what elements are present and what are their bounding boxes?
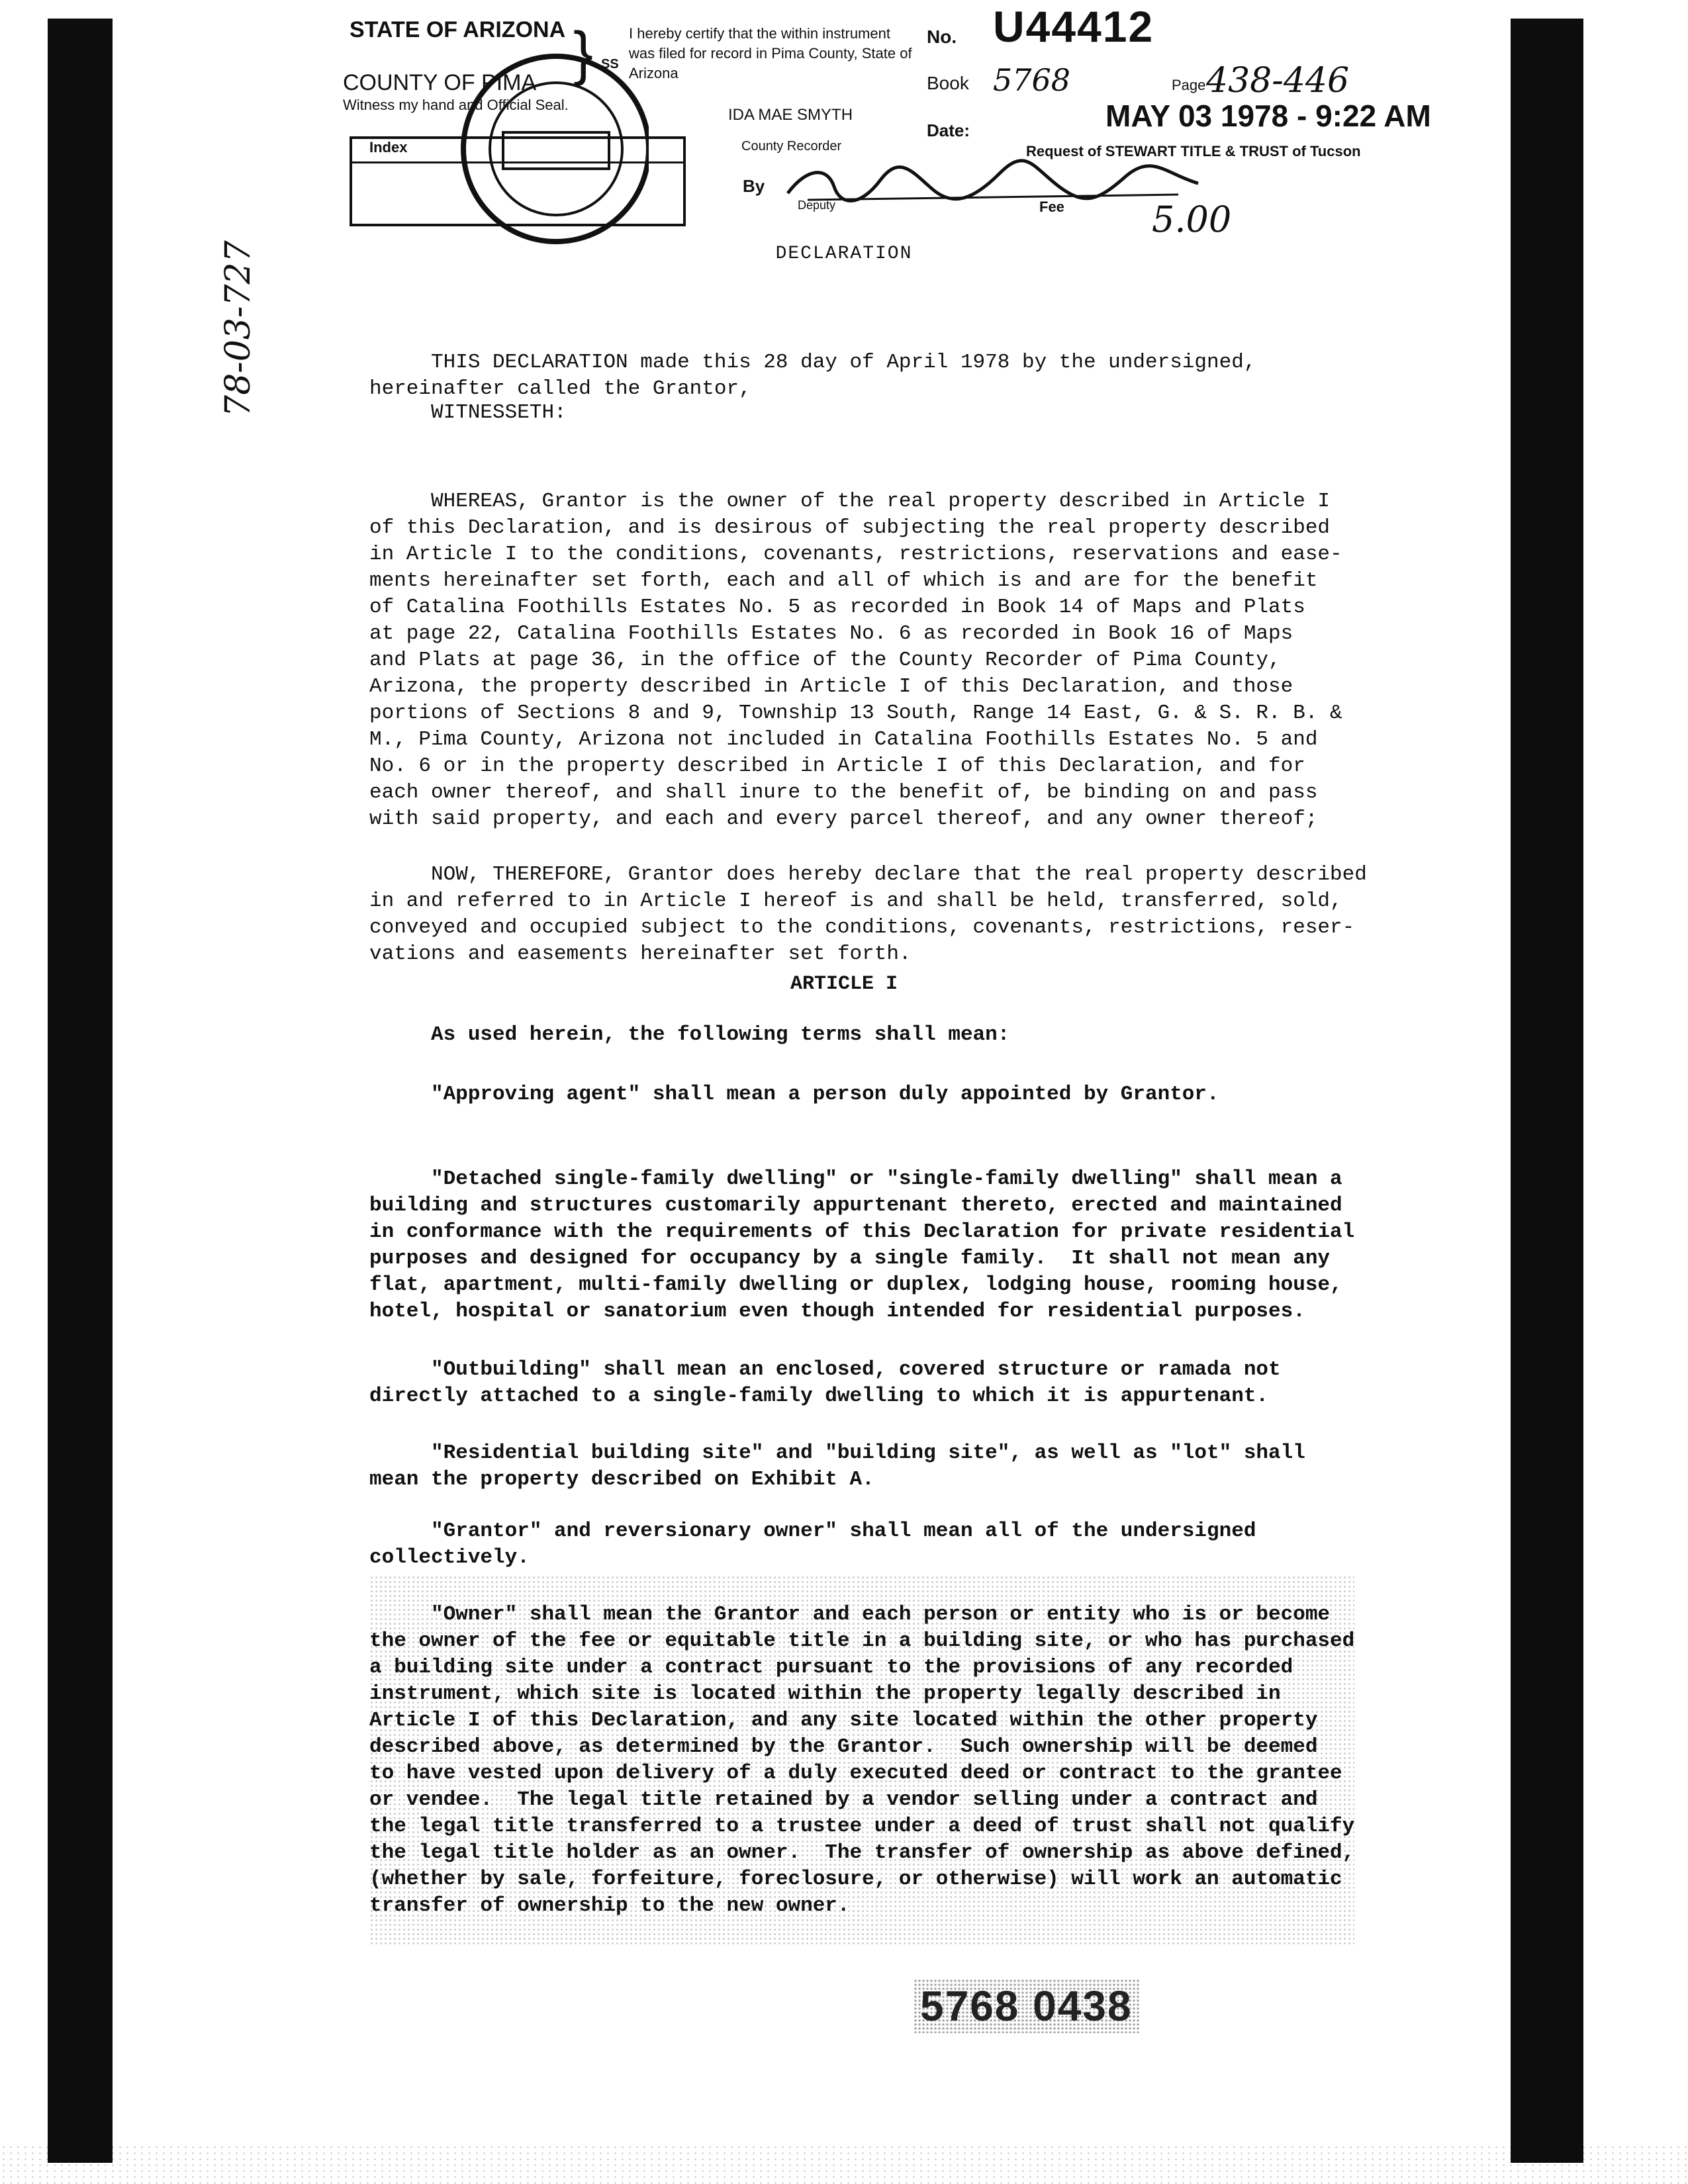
- text-line: the legal title holder as an owner. The transfer of ownership as above defined,: [369, 1841, 1355, 1864]
- text-line: in Article I to the conditions, covenants, restrictions, reservations and ease-: [369, 543, 1342, 566]
- text-line: described above, as determined by the Grantor. Such ownership will be deemed: [369, 1735, 1318, 1758]
- ss-label: SS: [601, 57, 619, 71]
- text-line: the owner of the fee or equitable title in a building site, or who has purchased: [369, 1629, 1355, 1653]
- book-value: 5768: [993, 62, 1071, 98]
- text-line: "Detached single-family dwelling" or "single-family dwelling" shall mean a: [369, 1167, 1342, 1191]
- book-label: Book: [927, 73, 969, 93]
- witness-line: Witness my hand and Official Seal.: [343, 97, 569, 113]
- scan-noise: [0, 2144, 1688, 2184]
- bracket-mark: }: [573, 21, 594, 87]
- text-line: flat, apartment, multi-family dwelling or duplex, lodging house, rooming house,: [369, 1273, 1342, 1297]
- now-therefore-paragraph: [369, 835, 1367, 994]
- fee-value: 5.00: [1152, 199, 1232, 240]
- text-line: conveyed and occupied subject to the conditions, covenants, restrictions, reser-: [369, 916, 1355, 939]
- text-line: WHEREAS, Grantor is the owner of the real property described in Article I: [369, 490, 1331, 513]
- witnesseth: WITNESSETH:: [369, 401, 567, 424]
- text-line: portions of Sections 8 and 9, Township 13 South, Range 14 East, G. & S. R. B. &: [369, 702, 1342, 725]
- page-label: Page: [1172, 77, 1206, 93]
- doc-number-label: No.: [927, 26, 957, 47]
- recorder-name: IDA MAE SMYTH: [728, 106, 853, 124]
- text-line: of this Declaration, and is desirous of subjecting the real property described: [369, 516, 1331, 539]
- text-line: instrument, which site is located within the property legally described in: [369, 1682, 1281, 1706]
- county-recorder-label: County Recorder: [741, 139, 842, 154]
- text-line: No. 6 or in the property described in Article I of this Declaration, and for: [369, 754, 1305, 778]
- text-line: vations and easements hereinafter set forth.: [369, 942, 912, 966]
- text-line: purposes and designed for occupancy by a single family. It shall not mean any: [369, 1247, 1331, 1270]
- state-label: STATE OF ARIZONA: [350, 17, 566, 42]
- text-line: hotel, hospital or sanatorium even though intended for residential purposes.: [369, 1300, 1305, 1323]
- text-line: Article I of this Declaration, and any site located within the other property: [369, 1709, 1318, 1732]
- doc-number: U44412: [993, 2, 1154, 51]
- county-seal-stamp: [457, 40, 649, 258]
- text-line: in and referred to in Article I hereof is and shall be held, transferred, sold,: [369, 889, 1342, 913]
- text-line: (whether by sale, forfeiture, foreclosure, or otherwise) will work an automatic: [369, 1868, 1342, 1891]
- by-label: By: [743, 176, 765, 196]
- deputy-label: Deputy: [798, 199, 836, 212]
- text-line: or vendee. The legal title retained by a vendor selling under a contract and: [369, 1788, 1318, 1811]
- text-line: with said property, and each and every parcel thereof, and any owner thereof;: [369, 807, 1318, 831]
- text-line: ments hereinafter set forth, each and all of which is and are for the benefit: [369, 569, 1318, 592]
- text-line: and Plats at page 36, in the office of the County Recorder of Pima County,: [369, 649, 1281, 672]
- text-line: to have vested upon delivery of a duly executed deed or contract to the grantee: [369, 1762, 1342, 1785]
- text-line: at page 22, Catalina Foothills Estates No. 6 as recorded in Book 16 of Maps: [369, 622, 1293, 645]
- text-line: mean the property described on Exhibit A.: [369, 1468, 874, 1491]
- text-line: Arizona, the property described in Article I of this Declaration, and those: [369, 675, 1293, 698]
- text-line: transfer of ownership to the new owner.: [369, 1894, 850, 1917]
- text-line: "Owner" shall mean the Grantor and each person or entity who is or become: [369, 1603, 1331, 1626]
- text-line: NOW, THEREFORE, Grantor does hereby declare that the real property described: [369, 863, 1367, 886]
- handwritten-side-note: 78-03-727: [218, 240, 258, 417]
- text-line: hereinafter called the Grantor,: [369, 377, 751, 400]
- detached-dwelling-definition: [369, 1140, 1354, 1351]
- definitions-intro: As used herein, the following terms shall mean:: [369, 1023, 1010, 1046]
- document-title: DECLARATION: [775, 244, 913, 264]
- text-line: the legal title transferred to a trustee under a deed of trust shall not qualify: [369, 1815, 1355, 1838]
- text-line: THIS DECLARATION made this 28 day of April 1978 by the undersigned,: [369, 351, 1256, 374]
- text-line: in conformance with the requirements of this Declaration for private residential: [369, 1220, 1355, 1244]
- fee-label: Fee: [1039, 199, 1064, 215]
- text-line: building and structures customarily appurtenant thereto, erected and maintained: [369, 1194, 1342, 1217]
- index-label: Index: [369, 139, 408, 156]
- text-line: directly attached to a single-family dwelling to which it is appurtenant.: [369, 1385, 1269, 1408]
- request-of: Request of STEWART TITLE & TRUST of Tucson: [1026, 143, 1361, 159]
- recording-footer-number: 5768 0438: [914, 1979, 1139, 2033]
- page-value: 438-446: [1206, 61, 1350, 101]
- county-label: COUNTY OF PIMA: [343, 70, 537, 95]
- approving-agent-definition: "Approving agent" shall mean a person duly appointed by Grantor.: [369, 1083, 1219, 1106]
- scan-border-right: [1511, 19, 1583, 2163]
- text-line: collectively.: [369, 1546, 530, 1569]
- owner-definition: [369, 1575, 1354, 1946]
- article-heading: ARTICLE I: [790, 973, 898, 995]
- deputy-signature: [781, 154, 1205, 213]
- date-stamp: MAY 03 1978 - 9:22 AM: [1105, 99, 1431, 133]
- text-line: "Grantor" and reversionary owner" shall mean all of the undersigned: [369, 1520, 1256, 1543]
- text-line: a building site under a contract pursuant to the provisions of any recorded: [369, 1656, 1293, 1679]
- text-line: each owner thereof, and shall inure to the benefit of, be binding on and pass: [369, 781, 1318, 804]
- scan-border-left: [48, 19, 113, 2163]
- text-line: of Catalina Foothills Estates No. 5 as recorded in Book 14 of Maps and Plats: [369, 596, 1305, 619]
- text-line: M., Pima County, Arizona not included in Catalina Foothills Estates No. 5 and: [369, 728, 1318, 751]
- certification-text: I hereby certify that the within instrument was filed for record in Pima County, State of Arizona: [629, 25, 912, 81]
- whereas-paragraph: [369, 462, 1342, 859]
- date-label: Date:: [927, 120, 970, 140]
- text-line: "Outbuilding" shall mean an enclosed, covered structure or ramada not: [369, 1358, 1281, 1381]
- text-line: "Residential building site" and "building site", as well as "lot" shall: [369, 1441, 1305, 1465]
